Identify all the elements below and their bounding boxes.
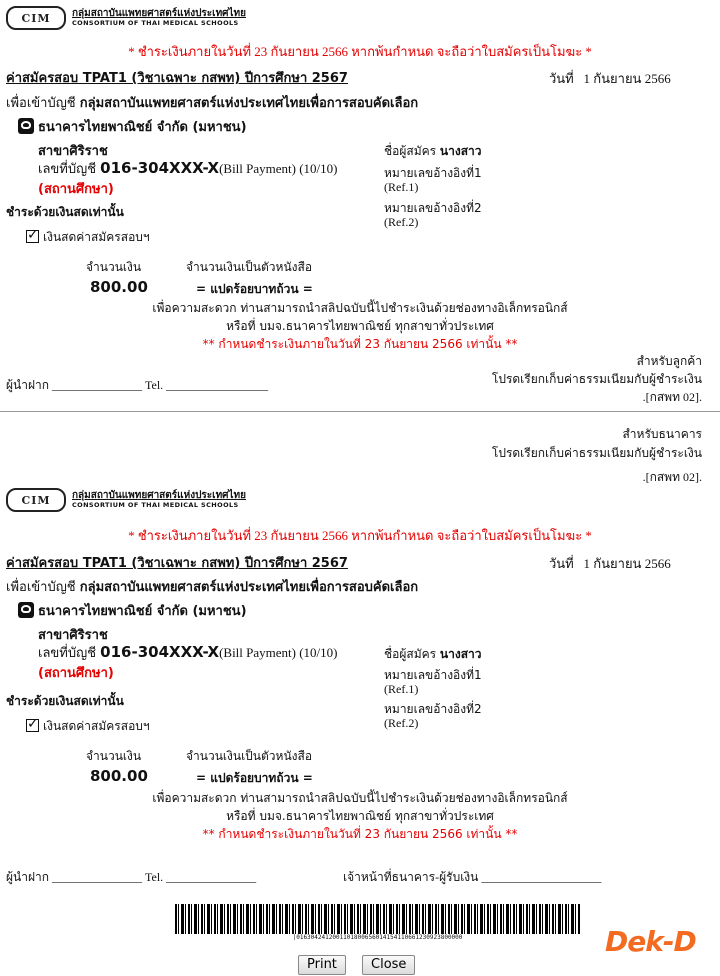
cash-only: ชำระด้วยเงินสดเท่านั้น <box>6 205 124 219</box>
scb-bank-icon <box>18 118 34 134</box>
applicant-name: นางสาว <box>439 647 482 661</box>
account-name: กลุ่มสถาบันแพทยศาสตร์แห่งประเทศไทยเพื่อการสอบคัดเลือก <box>79 580 419 595</box>
payment-deadline-2: ** กำหนดชำระเงินภายในวันที่ 23 กันยายน 2566 เท่านั้น ** <box>202 827 518 841</box>
account-number-line-2 <box>38 642 338 663</box>
ref2-code-2: (Ref.2) <box>384 716 419 730</box>
applicant-line-2 <box>384 645 482 664</box>
account-number-label: เลขที่บัญชี <box>38 646 97 661</box>
fee-notice: โปรดเรียกเก็บค่าธรรมเนียมกับผู้ชำระเงิน <box>491 372 702 386</box>
fee-code: .[กสพท 02]. <box>642 390 702 404</box>
consortium-logo <box>6 6 246 30</box>
payment-note-1-2: เพื่อความสะดวก ท่านสามารถนำสลิปฉบับนี้ไปชำระเงินด้วยช่องทางอิเล็กทรอนิกส์ <box>152 791 568 805</box>
ref1-label: หมายเลขอ้างอิงที่1 <box>384 166 482 180</box>
ref2-code: (Ref.2) <box>384 215 419 229</box>
fee-title-2: ค่าสมัครสอบ TPAT1 (วิชาเฉพาะ กสพท) ปีการศึกษา 2567 <box>6 556 348 571</box>
bank-officer-line: เจ้าหน้าที่ธนาคาร-ผู้รับเงิน ____________________ <box>343 870 602 884</box>
scb-bank-icon <box>18 602 34 618</box>
bill-payment: (Bill Payment) (10/10) <box>219 645 338 660</box>
fee-notice-2: โปรดเรียกเก็บค่าธรรมเนียมกับผู้ชำระเงิน <box>491 446 702 460</box>
ref1-code-2: (Ref.1) <box>384 682 419 696</box>
depositor-line: ผู้นำฝาก _______________ Tel. _________________ <box>6 378 269 392</box>
account-number: 016-304XXX-X <box>100 159 220 177</box>
bank-copy-label: สำหรับธนาคาร <box>622 427 702 441</box>
checkbox-checked-icon <box>26 719 39 732</box>
amount-value: 800.00 <box>90 278 148 296</box>
bank-line <box>18 116 247 137</box>
payment-note-1: เพื่อความสะดวก ท่านสามารถนำสลิปฉบับนี้ไปชำระเงินด้วยช่องทางอิเล็กทรอนิกส์ <box>152 301 568 315</box>
payment-note-2: หรือที่ บมจ.ธนาคารไทยพาณิชย์ ทุกสาขาทั่วประเทศ <box>226 319 494 333</box>
payment-warning-2: * ชำระเงินภายในวันที่ 23 กันยายน 2566 หากพ้นกำหนด จะถือว่าใบสมัครเป็นโมฆะ * <box>128 528 592 543</box>
payment-warning: * ชำระเงินภายในวันที่ 23 กันยายน 2566 หากพ้นกำหนด จะถือว่าใบสมัครเป็นโมฆะ * <box>128 44 592 59</box>
applicant-line <box>384 142 482 161</box>
print-button[interactable]: Print <box>298 955 346 975</box>
account-name: กลุ่มสถาบันแพทยศาสตร์แห่งประเทศไทยเพื่อการสอบคัดเลือก <box>79 96 419 111</box>
section-divider <box>0 411 720 412</box>
fee-title: ค่าสมัครสอบ TPAT1 (วิชาเฉพาะ กสพท) ปีการศึกษา 2567 <box>6 71 348 86</box>
date-label: วันที่ <box>549 71 574 86</box>
account-line <box>6 92 418 113</box>
amount-label-2: จำนวนเงิน <box>86 749 142 763</box>
consortium-logo-icon: CIM <box>6 488 66 512</box>
cash-only-2: ชำระด้วยเงินสดเท่านั้น <box>6 694 124 708</box>
amount-label: จำนวนเงิน <box>86 260 142 274</box>
barcode <box>175 904 580 934</box>
amount-words-label: จำนวนเงินเป็นตัวหนังสือ <box>186 260 313 274</box>
date-line <box>549 68 671 89</box>
consortium-english-name: CONSORTIUM OF THAI MEDICAL SCHOOLS <box>72 18 239 27</box>
account-number: 016-304XXX-X <box>100 643 220 661</box>
account-number-label: เลขที่บัญชี <box>38 162 97 177</box>
amount-words-2: = แปดร้อยบาทถ้วน = <box>196 771 313 785</box>
cash-fee-label: เงินสดค่าสมัครสอบฯ <box>43 719 150 733</box>
payment-deadline: ** กำหนดชำระเงินภายในวันที่ 23 กันยายน 2566 เท่านั้น ** <box>202 337 518 351</box>
consortium-english-name: CONSORTIUM OF THAI MEDICAL SCHOOLS <box>72 500 239 509</box>
close-button[interactable]: Close <box>362 955 415 975</box>
amount-words: = แปดร้อยบาทถ้วน = <box>196 282 313 296</box>
consortium-thai-name: กลุ่มสถาบันแพทยศาสตร์แห่งประเทศไทย <box>72 490 246 502</box>
bill-payment: (Bill Payment) (10/10) <box>219 161 338 176</box>
cash-fee-item-2 <box>26 717 150 736</box>
barcode-number: |0163042412001101800656014154110661230923800000 <box>292 934 463 941</box>
customer-copy-label: สำหรับลูกค้า <box>636 354 702 368</box>
account-line-2 <box>6 576 418 597</box>
date-line-2 <box>549 553 671 574</box>
depositor-line-2: ผู้นำฝาก _______________ Tel. _______________ <box>6 870 257 884</box>
branch-2: สาขาศิริราช <box>38 628 108 643</box>
applicant-name: นางสาว <box>439 144 482 158</box>
ref1-label-2: หมายเลขอ้างอิงที่1 <box>384 668 482 682</box>
ref2-label: หมายเลขอ้างอิงที่2 <box>384 201 482 215</box>
amount-value-2: 800.00 <box>90 767 148 785</box>
cash-fee-label: เงินสดค่าสมัครสอบฯ <box>43 230 150 244</box>
account-prefix: เพื่อเข้าบัญชี <box>6 96 76 111</box>
dek-d-logo: Dek-D <box>605 925 696 958</box>
checkbox-checked-icon <box>26 230 39 243</box>
amount-words-label-2: จำนวนเงินเป็นตัวหนังสือ <box>186 749 313 763</box>
branch: สาขาศิริราช <box>38 144 108 159</box>
consortium-logo-icon: CIM <box>6 6 66 30</box>
account-prefix: เพื่อเข้าบัญชี <box>6 580 76 595</box>
ref2-label-2: หมายเลขอ้างอิงที่2 <box>384 702 482 716</box>
account-type-2: (สถานศึกษา) <box>38 666 114 681</box>
bank-name: ธนาคารไทยพาณิชย์ จำกัด (มหาชน) <box>38 120 247 135</box>
date-value: 1 กันยายน 2566 <box>583 71 671 86</box>
account-number-line <box>38 158 338 179</box>
consortium-thai-name: กลุ่มสถาบันแพทยศาสตร์แห่งประเทศไทย <box>72 8 246 20</box>
date-label: วันที่ <box>549 556 574 571</box>
payment-note-2-2: หรือที่ บมจ.ธนาคารไทยพาณิชย์ ทุกสาขาทั่วประเทศ <box>226 809 494 823</box>
date-value: 1 กันยายน 2566 <box>583 556 671 571</box>
applicant-label: ชื่อผู้สมัคร <box>384 144 437 158</box>
applicant-label: ชื่อผู้สมัคร <box>384 647 437 661</box>
account-type: (สถานศึกษา) <box>38 182 114 197</box>
bank-line-2 <box>18 600 247 621</box>
ref1-code: (Ref.1) <box>384 180 419 194</box>
consortium-logo-2 <box>6 488 246 512</box>
bank-name: ธนาคารไทยพาณิชย์ จำกัด (มหาชน) <box>38 604 247 619</box>
fee-code-2: .[กสพท 02]. <box>642 470 702 484</box>
cash-fee-item <box>26 228 150 247</box>
